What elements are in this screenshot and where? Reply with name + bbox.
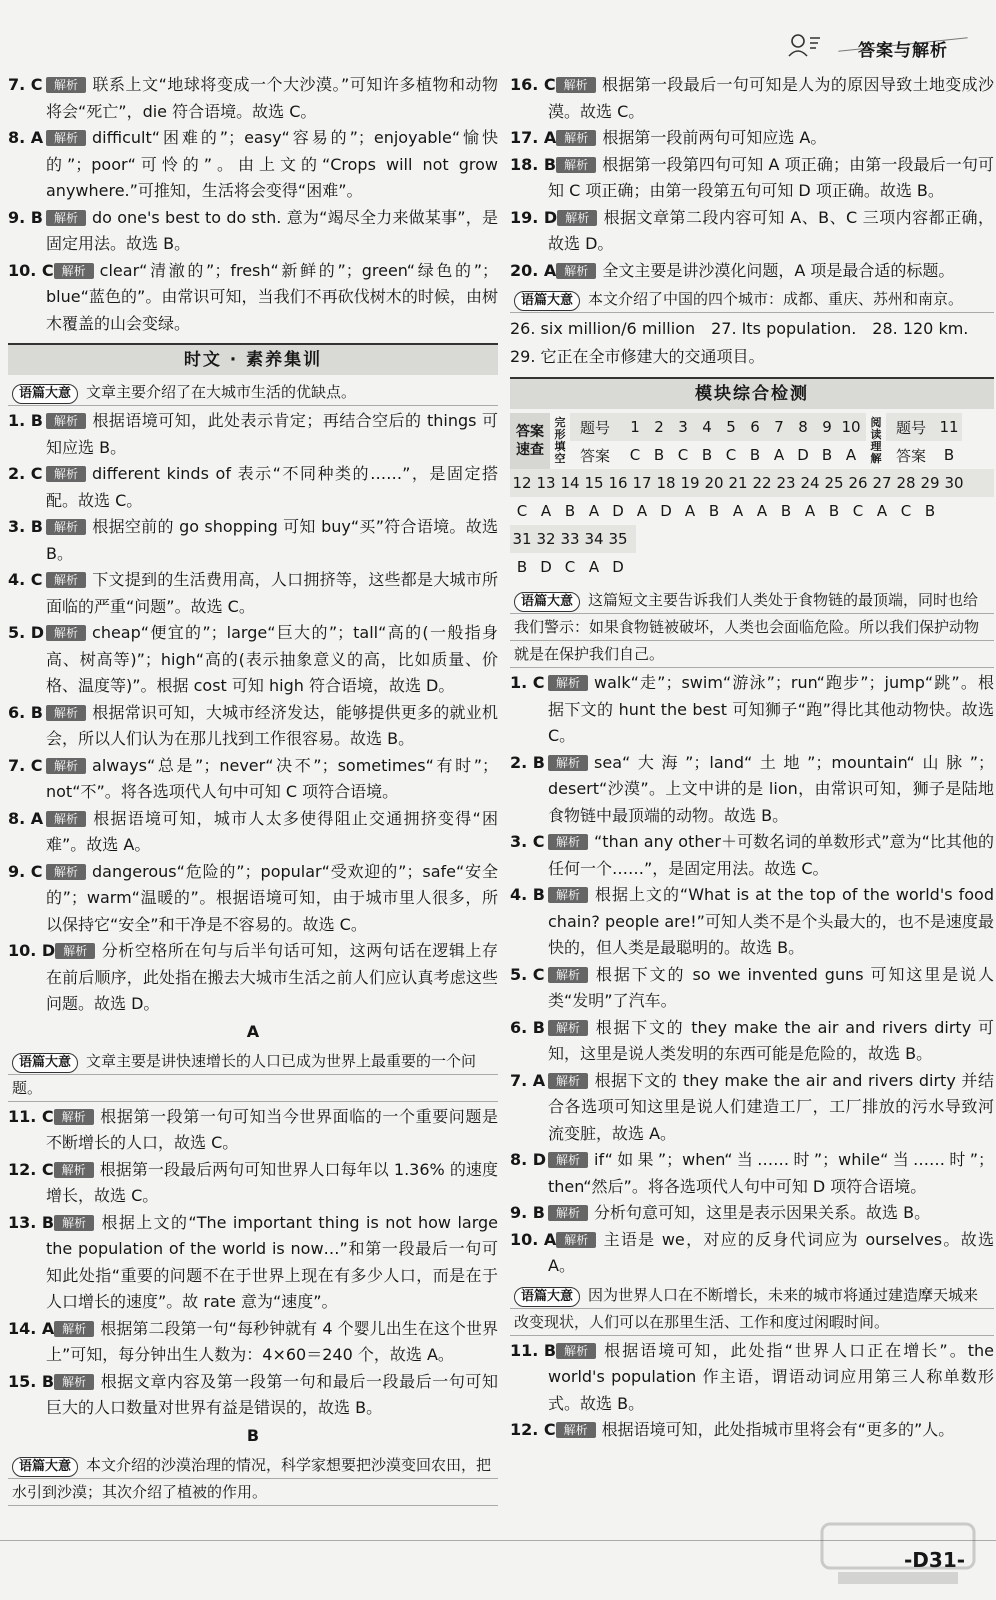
qnum-cell: 22	[752, 474, 772, 492]
item-number: 1. C	[510, 673, 545, 692]
analysis-tag: 解析	[46, 210, 86, 226]
qnum-cell: 8	[798, 418, 808, 436]
answer-item	[8, 567, 498, 620]
answer-cell: A	[588, 502, 600, 520]
item-number: 14. A	[8, 1318, 55, 1338]
analysis-tag: 解析	[548, 1152, 588, 1168]
row3-answers	[510, 553, 994, 581]
item-number: 11. C	[8, 1106, 54, 1126]
qnum-cell: 20	[704, 474, 724, 492]
row2-nums	[510, 469, 994, 497]
item-number: 1. B	[8, 411, 43, 430]
item-number: 6. B	[8, 702, 43, 722]
item-text: difficult“困难的”；easy“容易的”；enjoyable“愉快的”；poor“可怜的”。由上文的“Crops will not grow anywhere.”可推知，生活将会变得“困难”。	[46, 128, 498, 200]
qnum-cell: 35	[608, 530, 628, 548]
summary-tag: 语篇大意	[514, 592, 580, 612]
item-number: 2. B	[510, 752, 545, 772]
qnum-cell: 23	[776, 474, 796, 492]
left-column	[8, 72, 498, 1508]
summary-tag: 语篇大意	[12, 1457, 78, 1477]
analysis-tag: 解析	[54, 1215, 94, 1231]
answer-cell: B	[821, 446, 833, 464]
answer-cell: B	[708, 502, 720, 520]
item-number: 4. C	[8, 570, 43, 589]
item-number: 9. B	[8, 207, 43, 227]
qnum-cell: 6	[750, 418, 760, 436]
answer-item	[510, 882, 994, 962]
qnum-cell: 29	[920, 474, 940, 492]
left-top-items	[8, 72, 498, 337]
item-text: 根据第二段第一句“每秒钟就有 4 个婴儿出生在这个世界上”可知，每分钟出生人数为：4×60＝240 个，故选 A。	[46, 1318, 498, 1364]
answer-quick-check	[510, 413, 994, 581]
analysis-tag: 解析	[46, 625, 86, 641]
item-number: 7. A	[510, 1070, 546, 1090]
item-number: 3. B	[8, 517, 43, 536]
item-number: 18. B	[510, 154, 557, 174]
item-text: if“如果”；when“当……时”；while“当……时”；then“然后”。将各选项代人句中可知 D 项符合语境。	[548, 1150, 994, 1196]
row3-nums	[510, 525, 636, 553]
item-number: 6. B	[510, 1017, 545, 1037]
answer-cell: D	[660, 502, 672, 520]
analysis-tag: 解析	[548, 755, 588, 771]
qnum-cell: 15	[584, 474, 604, 492]
passage-summary	[510, 587, 994, 668]
answer-11: B	[943, 446, 955, 464]
item-text: sea“大海”；land“土地”；mountain“山脉”；desert“沙漠”。上文中讲的是 lion，由常识可知，狮子是陆地食物链中最顶端的动物。故选 B。	[548, 752, 994, 825]
answer-cell: C	[564, 558, 576, 576]
answer-29: 29. 它正在全市修建大的交通项目。	[510, 347, 765, 366]
item-text: always“总是”；never“决不”；sometimes“有时”；not“不”。将各选项代人句中可知 C 项符合语境。	[46, 755, 498, 801]
answer-item	[510, 152, 994, 205]
answer-cell: A	[636, 502, 648, 520]
qnum-cell: 12	[512, 474, 532, 492]
qnum-cell: 9	[822, 418, 832, 436]
item-number: 9. C	[8, 861, 43, 881]
qnum-cell: 27	[872, 474, 892, 492]
item-text: do one's best to do sth. 意为“竭尽全力来做某事”，是固定用法。故选 B。	[46, 207, 498, 253]
summary-text: 这篇短文主要告诉我们人类处于食物链的最顶端，同时也给我们警示：如果食物链被破坏，人类也会面临危险。所以我们保护动物就是在保护我们自己。	[514, 591, 980, 663]
answer-item	[8, 408, 498, 461]
item-text: 全文主要是讲沙漠化问题，A 项是最合适的标题。	[602, 260, 955, 280]
answer-item	[510, 962, 994, 1015]
summary-text: 本文介绍了中国的四个城市：成都、重庆、苏州和南京。	[588, 290, 964, 308]
item-number: 16. C	[510, 75, 556, 94]
answer-item	[8, 753, 498, 806]
answer-item	[510, 750, 994, 830]
answer-cell: A	[773, 446, 785, 464]
answer-label: 答案	[895, 446, 926, 465]
answer-cell: A	[588, 558, 600, 576]
analysis-tag: 解析	[548, 887, 588, 903]
item-text: 根据空前的 go shopping 可知 buy“买”符合语境。故选 B。	[46, 517, 498, 563]
qnum-cell: 18	[656, 474, 676, 492]
page-header	[0, 0, 996, 70]
item-number: 10. C	[8, 260, 54, 280]
item-number: 20. A	[510, 260, 557, 280]
item-text: 根据第一段最后两句可知世界人口每年以 1.36% 的速度增长，故选 C。	[46, 1159, 498, 1205]
answer-item	[8, 1316, 498, 1369]
answer-item	[510, 1338, 994, 1418]
answer-cell: B	[653, 446, 665, 464]
answer-cell: B	[924, 502, 936, 520]
qnum-cell: 1	[630, 418, 640, 436]
item-text: 根据第一段最后一句可知是人为的原因导致土地变成沙漠。故选 C。	[548, 75, 994, 121]
answer-cell: C	[516, 502, 528, 520]
item-number: 19. D	[510, 207, 558, 227]
analysis-tag: 解析	[46, 811, 86, 827]
answer-item	[8, 806, 498, 859]
reader-icon	[786, 32, 826, 58]
right-items-1	[510, 72, 994, 284]
answer-cell: C	[677, 446, 689, 464]
item-number: 17. A	[510, 128, 557, 147]
analysis-tag: 解析	[46, 705, 86, 721]
right-column	[510, 72, 994, 1444]
summary-text: 文章主要介绍了在大城市生活的优缺点。	[86, 383, 357, 401]
answer-cell: A	[876, 502, 888, 520]
qnum-11: 11	[936, 413, 962, 441]
qnum-cell: 3	[678, 418, 688, 436]
item-text: 根据语境可知，此处指“世界人口正在增长”。the world's population 作主语，谓语动词应用第三人称单数形式。故选 B。	[548, 1340, 994, 1413]
answer-cell: C	[900, 502, 912, 520]
answer-item	[510, 1417, 994, 1444]
analysis-tag: 解析	[46, 130, 86, 146]
passage-summary	[8, 1452, 498, 1506]
item-text: 根据下文的 they make the air and rivers dirty 可知，这里是说人类发明的东西可能是危险的，故选 B。	[548, 1017, 994, 1063]
answer-cell: A	[756, 502, 768, 520]
answer-cell: D	[797, 446, 809, 464]
row2-answers	[510, 497, 994, 525]
qnum-label: 题号	[570, 413, 620, 441]
summary-tag: 语篇大意	[12, 1053, 78, 1073]
answer-label: 答案	[579, 446, 610, 465]
item-text: “than any other＋可数名词的单数形式”意为“比其他的任何一个……”，是固定用法。故选 C。	[548, 832, 994, 878]
qnum-cell: 7	[774, 418, 784, 436]
item-text: 根据下文的 so we invented guns 可知这里是说人类“发明”了汽车。	[548, 964, 994, 1010]
passage-summary	[8, 379, 498, 406]
cloze-label: 完形填空	[554, 416, 566, 465]
item-text: 根据第一段前两句可知应选 A。	[602, 128, 827, 147]
qnum-cell: 33	[560, 530, 580, 548]
answer-item	[8, 700, 498, 753]
item-text: 根据第一段第一句可知当今世界面临的一个重要问题是不断增长的人口，故选 C。	[46, 1106, 498, 1152]
item-number: 7. C	[8, 75, 43, 94]
analysis-tag: 解析	[46, 466, 86, 482]
analysis-tag: 解析	[46, 77, 86, 93]
qnum-cell: 25	[824, 474, 844, 492]
item-number: 2. C	[8, 464, 43, 483]
answer-item	[8, 938, 498, 1018]
item-number: 8. D	[510, 1150, 547, 1169]
analysis-tag: 解析	[46, 864, 86, 880]
passage-summary	[8, 1048, 498, 1102]
answer-item	[510, 1015, 994, 1068]
analysis-tag: 解析	[46, 413, 86, 429]
item-number: 5. C	[510, 964, 545, 984]
item-number: 4. B	[510, 885, 545, 904]
answer-cell: C	[852, 502, 864, 520]
item-number: 5. D	[8, 623, 45, 642]
row1-answers	[620, 441, 866, 469]
item-text: 根据语境可知，城市人太多使得阻止交通拥挤变得“困难”。故选 A。	[46, 808, 498, 854]
analysis-tag: 解析	[556, 1232, 596, 1248]
analysis-tag: 解析	[548, 1205, 588, 1221]
analysis-tag: 解析	[54, 1162, 94, 1178]
right-items-2	[510, 670, 994, 1280]
answer-item	[8, 258, 498, 338]
analysis-tag: 解析	[548, 1020, 588, 1036]
answer-cell: A	[732, 502, 744, 520]
analysis-tag: 解析	[55, 943, 95, 959]
watermark-logo-icon	[818, 1518, 978, 1588]
answer-cell: B	[828, 502, 840, 520]
qnum-cell: 34	[584, 530, 604, 548]
summary-tag: 语篇大意	[514, 291, 580, 311]
item-number: 10. A	[510, 1229, 557, 1249]
answer-item	[8, 859, 498, 939]
answer-item	[510, 72, 994, 125]
item-number: 8. A	[8, 808, 44, 828]
analysis-tag: 解析	[556, 130, 596, 146]
passage-letter-a: A	[246, 1021, 260, 1041]
qnum-cell: 5	[726, 418, 736, 436]
left-items-2	[8, 1104, 498, 1422]
answer-cell: D	[612, 558, 624, 576]
qnum-cell: 17	[632, 474, 652, 492]
summary-text: 文章主要是讲快速增长的人口已成为世界上最重要的一个问题。	[12, 1051, 477, 1097]
summary-text: 因为世界人口在不断增长，未来的城市将通过建造摩天城来改变现状，人们可以在那里生活、工作和度过闲暇时间。	[514, 1285, 979, 1331]
answer-item	[8, 461, 498, 514]
row1-nums	[620, 413, 866, 441]
item-number: 3. C	[510, 832, 545, 851]
answer-table-top	[510, 413, 962, 469]
summary-text: 本文介绍的沙漠治理的情况，科学家想要把沙漠变回农田，把水引到沙漠；其次介绍了植被的作用。	[12, 1455, 492, 1501]
analysis-tag: 解析	[556, 157, 596, 173]
left-items-1	[8, 408, 498, 1018]
answer-item	[8, 514, 498, 567]
answer-item	[510, 205, 994, 258]
item-text: 根据文章内容及第一段第一句和最后一段最后一句可知巨大的人口数量对世界有益是错误的，故选 B。	[46, 1371, 498, 1417]
passage-summary	[510, 286, 994, 313]
qnum-cell: 24	[800, 474, 820, 492]
item-number: 11. B	[510, 1340, 557, 1360]
analysis-tag: 解析	[54, 263, 94, 279]
item-text: 主语是 we，对应的反身代词应为 ourselves。故选 A。	[548, 1229, 994, 1275]
qnum-cell: 30	[944, 474, 964, 492]
item-text: 根据上文的“What is at the top of the world's food chain? people are!”可知人类不是个头最大的，也不是速度最快的，但人类是最聪明的。故选 B。	[548, 885, 994, 957]
answer-item	[8, 1210, 498, 1316]
qnum-cell: 13	[536, 474, 556, 492]
analysis-tag: 解析	[54, 1374, 94, 1390]
reading-label: 阅读理解	[870, 416, 882, 465]
qnum-cell: 16	[608, 474, 628, 492]
answer-cell: A	[684, 502, 696, 520]
item-number: 13. B	[8, 1212, 55, 1232]
item-text: dangerous“危险的”；popular“受欢迎的”；safe“安全的”；warm“温暖的”。根据语境可知，由于城市里人很多，所以保持它“安全”和干净是不容易的。故选 C。	[46, 861, 498, 934]
passage-summary	[510, 1282, 994, 1336]
answer-cell: A	[845, 446, 857, 464]
analysis-tag: 解析	[548, 834, 588, 850]
qnum-cell: 26	[848, 474, 868, 492]
analysis-tag: 解析	[54, 1321, 94, 1337]
qnum-cell: 10	[841, 418, 861, 436]
summary-tag: 语篇大意	[12, 384, 78, 404]
analysis-tag: 解析	[556, 1343, 596, 1359]
answer-item	[510, 258, 994, 285]
item-text: 根据语境可知，此处表示肯定；再结合空后的 things 可知应选 B。	[46, 411, 498, 457]
answer-item	[510, 670, 994, 750]
answers-26-28: 26. six million/6 million 27. Its population. 28. 120 km.	[510, 319, 969, 338]
answer-cell: C	[725, 446, 737, 464]
item-text: 根据下文的 they make the air and rivers dirty 并结合各选项可知这里是说人们建造工厂，工厂排放的污水导致河流变脏，故选 A。	[548, 1070, 994, 1143]
item-text: clear“清澈的”；fresh“新鲜的”；green“绿色的”；blue“蓝色的”。由常识可知，当我们不再砍伐树木的时候，由树木覆盖的山会变绿。	[46, 260, 498, 333]
answer-cell: B	[516, 558, 528, 576]
analysis-tag: 解析	[46, 519, 86, 535]
answer-cell: B	[701, 446, 713, 464]
header-title: 答案与解析	[858, 41, 948, 61]
answer-item	[8, 1157, 498, 1210]
qnum-cell: 21	[728, 474, 748, 492]
qnum-cell: 4	[702, 418, 712, 436]
answer-item	[510, 125, 994, 152]
answer-check-label: 答案速查	[510, 413, 550, 469]
qnum-cell: 28	[896, 474, 916, 492]
analysis-tag: 解析	[556, 1422, 596, 1438]
item-text: 联系上文“地球将变成一个大沙漠。”可知许多植物和动物将会“死亡”，die 符合语境。故选 C。	[46, 75, 498, 121]
item-text: 根据第一段第四句可知 A 项正确；由第一段最后一句可知 C 项正确；由第一段第五句可知 D 项正确。故选 B。	[548, 154, 994, 200]
answer-cell: A	[540, 502, 552, 520]
item-number: 8. A	[8, 128, 44, 147]
right-items-3	[510, 1338, 994, 1444]
item-number: 10. D	[8, 941, 56, 960]
item-text: 下文提到的生活费用高，人口拥挤等，这些都是大城市所面临的严重“问题”。故选 C。	[46, 570, 498, 616]
analysis-tag: 解析	[54, 1109, 94, 1125]
item-number: 15. B	[8, 1371, 55, 1391]
analysis-tag: 解析	[548, 1073, 588, 1089]
page-number: -D31-	[904, 1548, 966, 1572]
item-text: 根据语境可知，此处指城市里将会有“更多的”人。	[601, 1420, 955, 1439]
analysis-tag: 解析	[556, 77, 596, 93]
item-text: 分析空格所在句与后半句话可知，这两句话在逻辑上存在前后顺序，此处指在搬去大城市生活之前人们应认真考虑这些问题。故选 D。	[46, 941, 498, 1013]
section-title-current-affairs: 时文 · 素养集训	[8, 343, 498, 375]
section-title-module-test: 模块综合检测	[510, 377, 994, 409]
item-text: cheap“便宜的”；large“巨大的”；tall“高的(一般指身高、树高等)”；high“高的(表示抽象意义的高，比如质量、价格、温度等)”。根据 cost 可知 high 符合语境，故选 D。	[46, 623, 498, 695]
answer-item	[8, 1369, 498, 1422]
answer-cell: B	[749, 446, 761, 464]
answer-item	[510, 1227, 994, 1280]
answer-item	[8, 125, 498, 205]
qnum-cell: 2	[654, 418, 664, 436]
answer-item	[510, 829, 994, 882]
item-text: 根据上文的“The important thing is not how large the population of the world is now…”和第一段最后一句可知此处指“重要的问题不在于世界上现在有多少人口，而是在于人口增长的速度”。故 rate 意为“速度”。	[46, 1212, 498, 1311]
answer-cell: D	[540, 558, 552, 576]
qnum-label: 题号	[886, 413, 936, 441]
analysis-tag: 解析	[46, 758, 86, 774]
answer-cell: D	[612, 502, 624, 520]
item-number: 9. B	[510, 1203, 545, 1222]
item-text: 根据常识可知，大城市经济发达，能够提供更多的就业机会，所以人们认为在那儿找到工作很容易。故选 B。	[46, 702, 498, 748]
qnum-cell: 31	[512, 530, 532, 548]
answer-item	[8, 1104, 498, 1157]
answer-cell: B	[780, 502, 792, 520]
qnum-cell: 14	[560, 474, 580, 492]
answer-cell: B	[564, 502, 576, 520]
qnum-cell: 19	[680, 474, 700, 492]
answer-cell: C	[629, 446, 641, 464]
answer-item	[510, 1068, 994, 1148]
summary-tag: 语篇大意	[514, 1287, 580, 1307]
item-text: 分析句意可知，这里是表示因果关系。故选 B。	[594, 1203, 931, 1222]
item-text: different kinds of 表示“不同种类的……”，是固定搭配。故选 C。	[46, 464, 498, 510]
analysis-tag: 解析	[548, 675, 588, 691]
item-text: walk“走”；swim“游泳”；run“跑步”；jump“跳”。根据下文的 hunt the best 可知狮子“跑”得比其他动物快。故选 C。	[548, 673, 994, 745]
item-text: 根据文章第二段内容可知 A、B、C 三项内容都正确，故选 D。	[548, 207, 994, 253]
passage-letter-b: B	[246, 1425, 260, 1445]
item-number: 7. C	[8, 755, 43, 775]
analysis-tag: 解析	[556, 263, 596, 279]
answer-item	[8, 620, 498, 700]
answer-item	[8, 205, 498, 258]
answer-item	[510, 1147, 994, 1200]
answer-item	[8, 72, 498, 125]
analysis-tag: 解析	[557, 210, 597, 226]
item-number: 12. C	[8, 1159, 54, 1179]
qnum-cell: 32	[536, 530, 556, 548]
analysis-tag: 解析	[548, 967, 588, 983]
answer-item	[510, 1200, 994, 1227]
analysis-tag: 解析	[46, 572, 86, 588]
answer-cell: A	[804, 502, 816, 520]
item-number: 12. C	[510, 1420, 556, 1439]
